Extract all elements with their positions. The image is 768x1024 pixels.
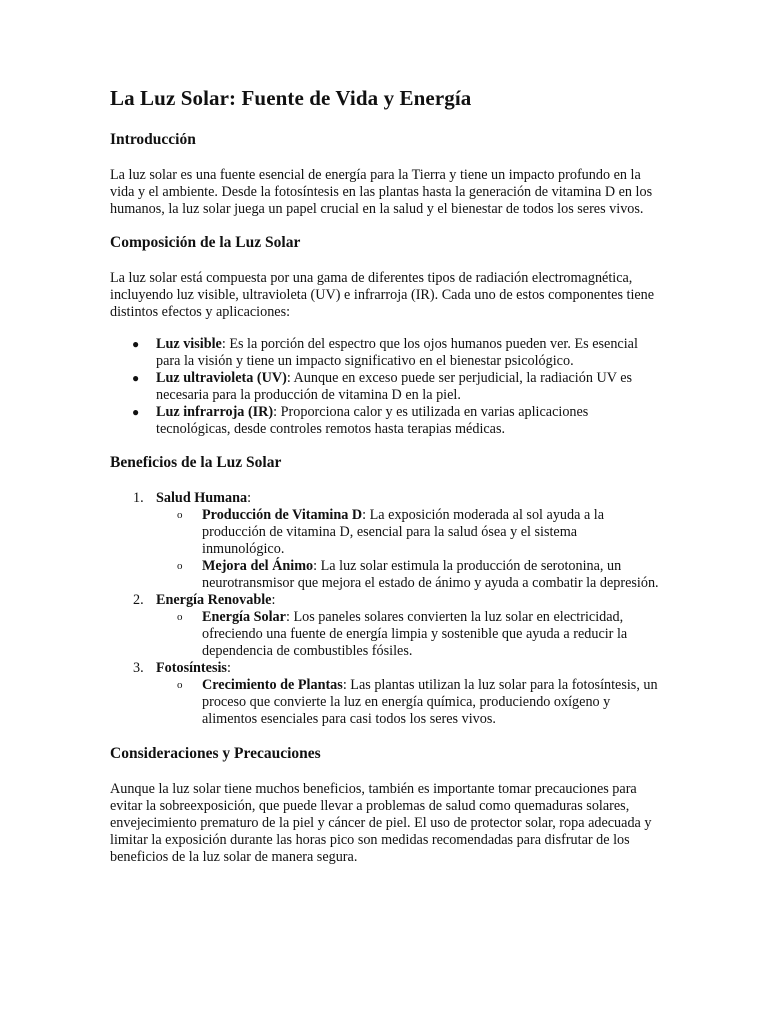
item-text: : Es la porción del espectro que los ojos humanos pueden ver. Es esencial para la visión y tiene un impacto significativo en el bienestar psicológico. [156,336,638,369]
item-term: Luz ultravioleta (UV) [156,370,287,386]
item-text: : Proporciona calor y es utilizada en varias aplicaciones tecnológicas, desde controles remotos hasta terapias médicas. [156,404,589,437]
list-item [132,370,660,404]
item-text: : Los paneles solares convierten la luz solar en electricidad, ofreciendo una fuente de energía limpia y sostenible que ayuda a reducir la dependencia de combustibles fósiles. [202,609,628,659]
item-number: 2. [133,592,144,608]
item-term: Luz infrarroja (IR) [156,404,274,420]
item-text: : Las plantas utilizan la luz solar para la fotosíntesis, un proceso que convierte la luz en energía química, produciendo oxígeno y alimentos esenciales para casi todos los seres vivos. [202,677,658,727]
circle-bullet-icon: o [177,560,183,572]
list-item [132,404,660,438]
item-suffix: : [247,490,252,506]
benefits-list [110,490,660,728]
list-item [133,490,660,592]
item-term: Salud Humana [156,490,248,506]
composition-list [110,336,660,438]
considerations-paragraph: Aunque la luz solar tiene muchos beneficios, también es importante tomar precauciones para evitar la sobreexposición, que puede llevar a problemas de salud como quemaduras solares, envejecimiento prematuro de la piel y cáncer de piel. El uso de protector solar, ropa adecuada y limitar la exposición durante las horas pico son medidas recomendadas para disfrutar de los beneficios de la luz solar de manera segura. [110,781,652,865]
document-title: La Luz Solar: Fuente de Vida y Energía [110,86,472,110]
circle-bullet-icon: o [177,679,183,691]
intro-heading: Introducción [110,131,196,148]
list-item [133,660,660,728]
item-term: Crecimiento de Plantas [202,677,343,693]
sub-list-item [177,677,660,728]
document-content [110,84,660,881]
item-text: : Aunque en exceso puede ser perjudicial, la radiación UV es necesaria para la producción de vitamina D en la piel. [156,370,633,403]
item-suffix: : [226,660,231,676]
item-number: 1. [133,490,144,506]
composition-paragraph: La luz solar está compuesta por una gama de diferentes tipos de radiación electromagnética, incluyendo luz visible, ultravioleta (UV) e infrarroja (IR). Cada uno de estos componentes tiene distintos efectos y aplicaciones: [110,270,655,320]
intro-paragraph: La luz solar es una fuente esencial de energía para la Tierra y tiene un impacto profundo en la vida y el ambiente. Desde la fotosíntesis en las plantas hasta la generación de vitamina D en los humanos, la luz solar juega un papel crucial en la salud y el bienestar de todos los seres vivos. [110,167,653,217]
item-term: Energía Solar [202,609,286,625]
sub-list-item [177,558,660,592]
sub-list-item [177,507,660,558]
item-text: : La exposición moderada al sol ayuda a la producción de vitamina D, esencial para la salud ósea y el sistema inmunológico. [202,507,605,557]
sub-list [156,609,660,660]
circle-bullet-icon: o [177,611,183,623]
item-term: Luz visible [156,336,222,352]
sub-list [156,677,660,728]
item-suffix: : [271,592,276,608]
sub-list [156,507,660,592]
sub-list-item [177,609,660,660]
list-item [132,336,660,370]
item-term: Fotosíntesis [156,660,227,676]
item-term: Producción de Vitamina D [202,507,363,523]
bullet-icon: ● [132,337,140,351]
considerations-heading: Consideraciones y Precauciones [110,745,321,762]
benefits-heading: Beneficios de la Luz Solar [110,454,282,471]
item-text: : La luz solar estimula la producción de serotonina, un neurotransmisor que mejora el estado de ánimo y ayuda a combatir la depresión. [202,558,659,591]
bullet-icon: ● [132,371,140,385]
circle-bullet-icon: o [177,509,183,521]
item-term: Mejora del Ánimo [202,558,314,574]
bullet-icon: ● [132,405,140,419]
composition-heading: Composición de la Luz Solar [110,234,301,251]
item-term: Energía Renovable [156,592,272,608]
list-item [133,592,660,660]
item-number: 3. [133,660,144,676]
